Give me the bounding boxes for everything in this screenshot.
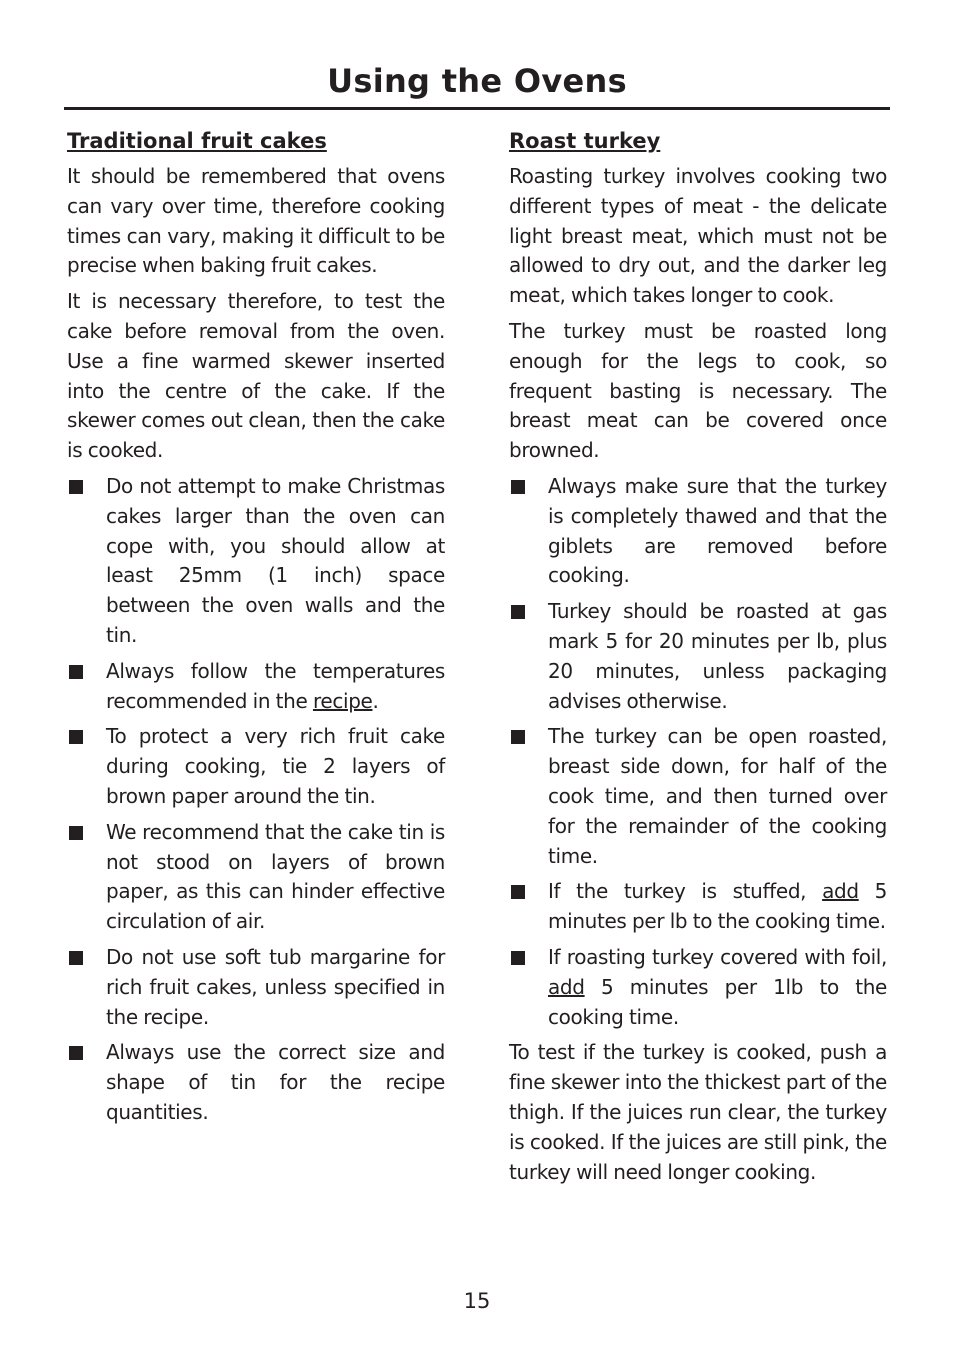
- list-item: [509, 472, 887, 591]
- square-bullet-icon: [69, 951, 83, 965]
- paragraph: The turkey must be roasted long enough for the legs to cook, so frequent basting is necessary. The breast meat can be covered once browned.: [509, 318, 887, 463]
- paragraph: It should be remembered that ovens can vary over time, therefore cooking times can vary, making it difficult to be precise when baking fruit cakes.: [67, 164, 445, 278]
- square-bullet-icon: [69, 1046, 83, 1060]
- list-item-text: We recommend that the cake tin is not stood on layers of brown paper, as this can hinder effective circulation of air.: [106, 819, 445, 934]
- square-bullet-icon: [511, 480, 525, 494]
- section-heading-roast-turkey: Roast turkey: [509, 129, 661, 153]
- text-run: .: [372, 688, 379, 713]
- list-item-text: Do not attempt to make Christmas cakes larger than the oven can cope with, you should allow at least 25mm (1 inch) space between the oven walls and the tin.: [106, 473, 445, 647]
- list-item: [67, 722, 445, 811]
- square-bullet-icon: [511, 730, 525, 744]
- paragraph: Roasting turkey involves cooking two different types of meat - the delicate light breast meat, which must not be allowed to dry out, and the darker leg meat, which takes longer to cook.: [509, 164, 887, 308]
- list-item: [509, 722, 887, 871]
- underlined-text: recipe: [312, 688, 373, 713]
- square-bullet-icon: [69, 826, 83, 840]
- list-item: [509, 597, 887, 716]
- list-item-text: Turkey should be roasted at gas mark 5 for 20 minutes per lb, plus 20 minutes, unless packaging advises otherwise.: [548, 599, 887, 713]
- list-item-text: Always use the correct size and shape of tin for the recipe quantities.: [106, 1040, 445, 1124]
- section-heading-fruit-cakes: Traditional fruit cakes: [67, 129, 327, 153]
- list-item: [67, 943, 445, 1032]
- underlined-text: add: [548, 974, 585, 999]
- title-divider: [64, 107, 890, 110]
- list-item-text: [106, 657, 445, 717]
- square-bullet-icon: [69, 730, 83, 744]
- list-item: [509, 877, 887, 937]
- list-item: [67, 657, 445, 717]
- text-run: If the turkey is stuffed,: [548, 879, 823, 904]
- list-item-text: To protect a very rich fruit cake during cooking, tie 2 layers of brown paper around the tin.: [106, 724, 445, 808]
- list-item-text: [548, 943, 887, 1032]
- square-bullet-icon: [511, 951, 525, 965]
- text-run: Always follow the temperatures recommended in the: [106, 658, 445, 713]
- list-item-text: Do not use soft tub margarine for rich fruit cakes, unless specified in the recipe.: [106, 944, 445, 1029]
- square-bullet-icon: [69, 665, 83, 679]
- list-item: [509, 943, 887, 1032]
- paragraph: It is necessary therefore, to test the cake before removal from the oven. Use a fine warmed skewer inserted into the centre of the cake. If the skewer comes out clean, then the cake is cooked.: [67, 289, 445, 463]
- page-number: 15: [463, 1289, 491, 1313]
- text-run: 5 minutes per 1lb to the cooking time.: [548, 974, 887, 1029]
- square-bullet-icon: [511, 885, 525, 899]
- paragraph-closing: To test if the turkey is cooked, push a fine skewer into the thickest part of the thigh. If the juices run clear, the turkey is cooked. If the juices are still pink, the turkey will need longer cooking.: [509, 1040, 887, 1184]
- list-item: [67, 472, 445, 651]
- text-run: 5 minutes per lb to the cooking time.: [548, 879, 887, 934]
- list-item: [67, 818, 445, 937]
- underlined-text: add: [822, 879, 859, 904]
- list-item: [67, 1038, 445, 1127]
- list-item-text: [548, 877, 887, 937]
- square-bullet-icon: [511, 605, 525, 619]
- text-run: If roasting turkey covered with foil,: [548, 944, 887, 969]
- left-column: [67, 126, 445, 1134]
- right-column: [509, 126, 887, 1193]
- list-item-text: The turkey can be open roasted, breast side down, for half of the cook time, and then turned over for the remainder of the cooking time.: [548, 724, 887, 868]
- square-bullet-icon: [69, 480, 83, 494]
- list-item-text: Always make sure that the turkey is completely thawed and that the giblets are removed before cooking.: [548, 473, 887, 588]
- page-title: Using the Ovens: [327, 62, 627, 100]
